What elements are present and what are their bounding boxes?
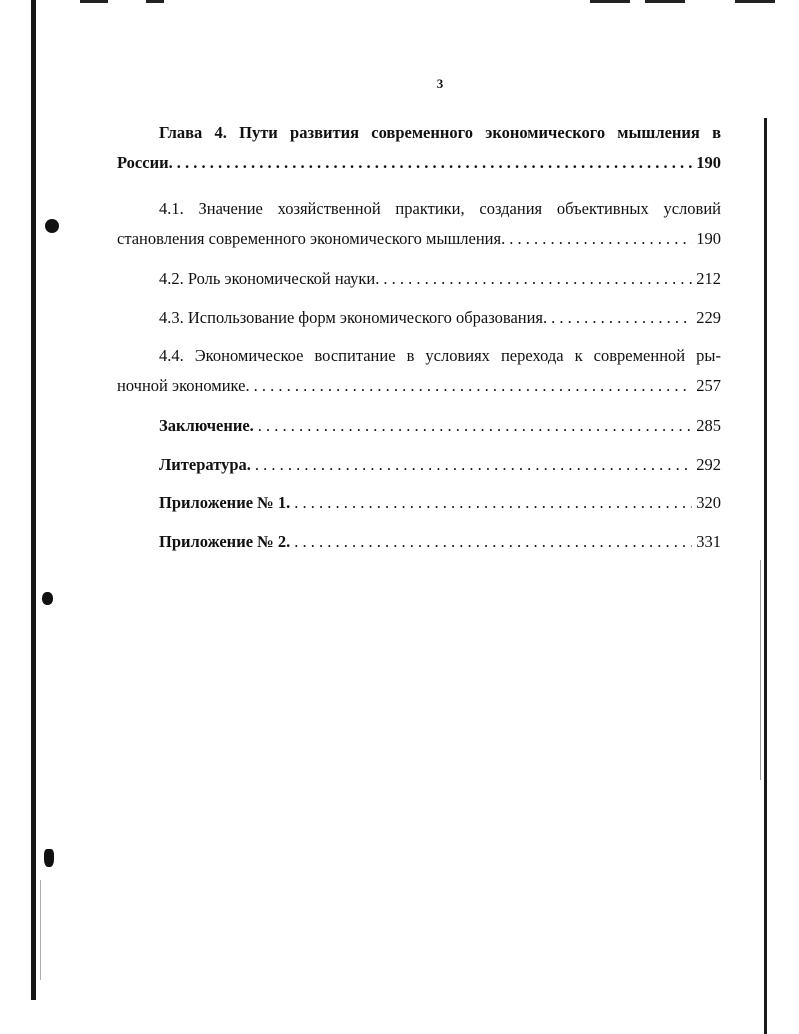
scan-dash [735, 0, 775, 3]
punch-hole-mark [45, 219, 59, 233]
toc-entry-text: Приложение № 1. [159, 493, 291, 512]
page-number: 3 [436, 76, 444, 91]
dot-leader [294, 527, 692, 557]
punch-hole-mark [44, 849, 54, 867]
toc-page-number: 212 [696, 269, 721, 288]
toc-entry-text: 4.2. Роль экономической науки. [159, 269, 380, 288]
table-of-contents [117, 118, 721, 565]
toc-entry-conclusion [117, 411, 721, 450]
toc-entry-section-4-2 [117, 264, 721, 303]
toc-entry-text: 4.4. Экономическое воспитание в условиях перехода к современной ры- [159, 346, 721, 365]
toc-entry-text: России. [117, 153, 173, 172]
toc-entry-chapter-4 [117, 118, 721, 194]
toc-entry-text: Заключение. [159, 416, 254, 435]
toc-page-number: 229 [696, 308, 721, 327]
toc-page-number: 331 [696, 532, 721, 551]
dot-leader [255, 450, 692, 480]
scan-mark-right [760, 560, 761, 780]
toc-entry-text: 4.1. Значение хозяйственной практики, создания объективных условий [159, 199, 721, 218]
dot-leader [383, 264, 692, 294]
toc-entry-text: Глава 4. Пути развития современного экономического мышления в [159, 123, 721, 142]
toc-entry-text: становления современного экономического мышления. [117, 229, 506, 248]
scan-dash [146, 0, 164, 3]
scan-dash [80, 0, 108, 3]
toc-page-number: 320 [696, 493, 721, 512]
toc-entry-text: Приложение № 2. [159, 532, 291, 551]
dot-leader [294, 488, 692, 518]
toc-entry-text: Литература. [159, 455, 251, 474]
scan-dash [590, 0, 630, 3]
toc-page-number: 257 [696, 376, 721, 395]
dot-leader [509, 224, 692, 254]
toc-entry-section-4-1 [117, 194, 721, 264]
toc-entry-literature [117, 450, 721, 488]
dot-leader [551, 303, 692, 333]
toc-entry-appendix-2 [117, 527, 721, 565]
toc-page-number: 292 [696, 455, 721, 474]
toc-entry-section-4-4 [117, 341, 721, 411]
dot-leader [177, 148, 693, 178]
scan-border-right [764, 118, 767, 1034]
toc-page-number: 190 [696, 153, 721, 172]
scan-dash [645, 0, 685, 3]
punch-hole-mark [42, 592, 53, 605]
scan-border-left [31, 0, 36, 1000]
dot-leader [254, 371, 693, 401]
toc-page-number: 190 [696, 229, 721, 248]
toc-entry-section-4-3 [117, 303, 721, 341]
toc-entry-appendix-1 [117, 488, 721, 527]
toc-entry-text: ночной экономике. [117, 376, 250, 395]
dot-leader [258, 411, 692, 441]
toc-page-number: 285 [696, 416, 721, 435]
toc-entry-text: 4.3. Использование форм экономического образования. [159, 308, 548, 327]
scan-mark-left [40, 880, 41, 980]
